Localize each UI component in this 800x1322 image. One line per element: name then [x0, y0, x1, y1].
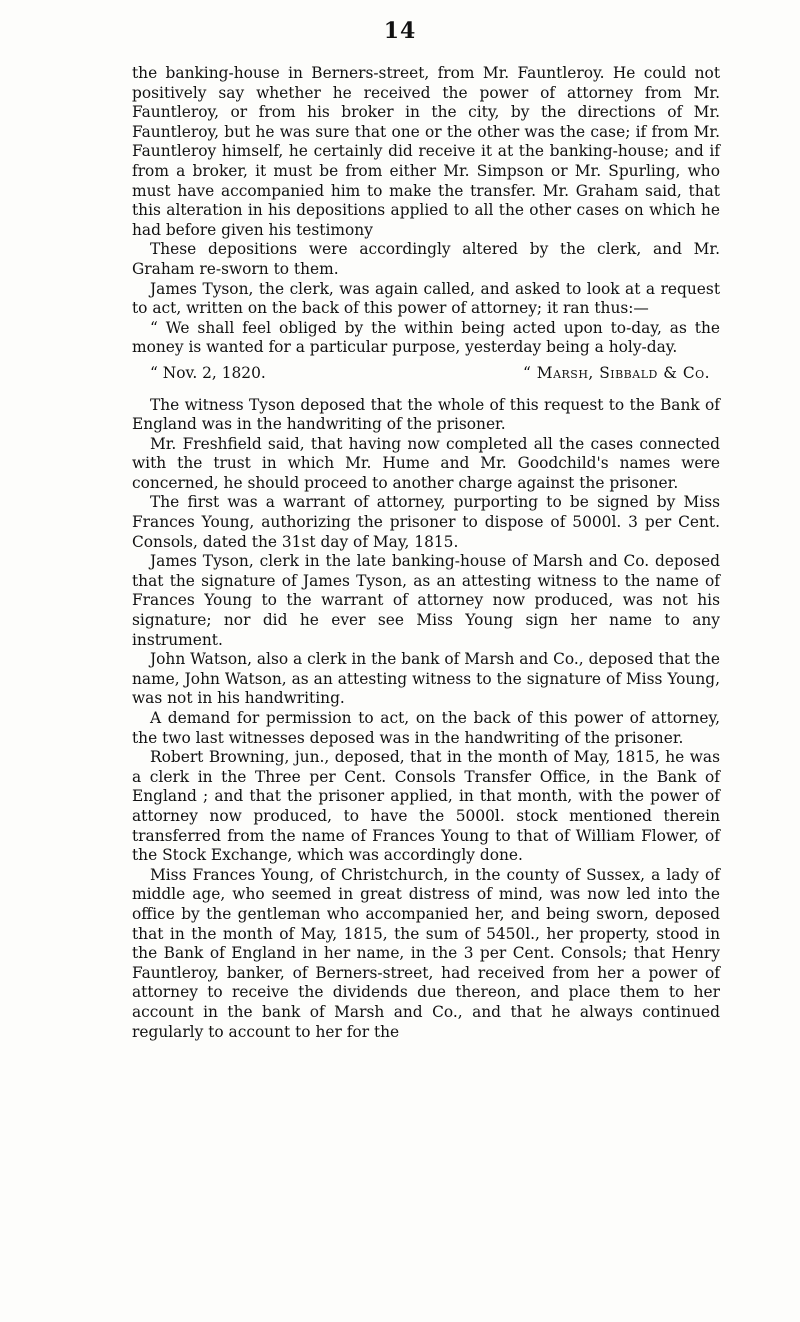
paragraph: John Watson, also a clerk in the bank of Marsh and Co., deposed that the name, John Watson, as an attesting witness to the signature of Miss Young, was not in his handwriting. [132, 650, 720, 708]
paragraph: Miss Frances Young, of Christchurch, in the county of Sussex, a lady of middle age, who seemed in great distress of mind, was now led into the office by the gentleman who accompanied her, and being sworn, deposed that in the month of May, 1815, the sum of 5450l., her property, stood in the Bank of England in her name, in the 3 per Cent. Consols; that Henry Fauntleroy, banker, of Berners-street, had received from her a power of attorney to receive the dividends due thereon, and place them to her account in the bank of Marsh and Co., and that he always continued regularly to account to her for the [132, 865, 720, 1041]
paragraph: The witness Tyson deposed that the whole of this request to the Bank of England was in the handwriting of the prisoner. [132, 395, 720, 434]
paragraph: A demand for permission to act, on the back of this power of attorney, the two last witnesses deposed was in the handwriting of the prisoner. [132, 709, 720, 747]
paragraph: Robert Browning, jun., deposed, that in the month of May, 1815, he was a clerk in the Three per Cent. Consols Transfer Office, in the Bank of England ; and that the prisoner applied, in that month, with the power of attorney now produced, to have the 5000l. stock mentioned therein transferred from the name of Frances Young to that of William Flower, of the Stock Exchange, which was accordingly done. [132, 748, 720, 865]
paragraph: James Tyson, clerk in the late banking-house of Marsh and Co. deposed that the signature of James Tyson, as an attesting witness to the name of Frances Young to the warrant of attorney now produced, was not his signature; nor did he ever see Miss Young sign her name to any instrument. [132, 552, 720, 649]
paragraph: James Tyson, the clerk, was again called, and asked to look at a request to act, written on the back of this power of attorney; it ran thus:— [132, 279, 720, 318]
paragraph: The first was a warrant of attorney, purporting to be signed by Miss Frances Young, authorizing the prisoner to dispose of 5000l. 3 per Cent. Consols, dated the 31st day of May, 1815. [132, 493, 720, 551]
body-text [132, 64, 720, 1042]
letter-date: “ Nov. 2, 1820. [150, 363, 266, 382]
paragraph: These depositions were accordingly altered by the clerk, and Mr. Graham re-sworn to them. [132, 240, 720, 278]
quoted-letter: “ We shall feel obliged by the within being acted upon to-day, as the money is wanted for a particular purpose, yesterday being a holy-day. [132, 318, 720, 357]
paragraph: Mr. Freshfield said, that having now completed all the cases connected with the trust in which Mr. Hume and Mr. Goodchild's names were concerned, he should proceed to another charge against the prisoner. [132, 434, 720, 492]
letter-signature: “ Marsh, Sibbald & Co. [523, 363, 710, 382]
page-number: 14 [383, 18, 417, 44]
letter-dateline [132, 364, 720, 384]
paragraph: the banking-house in Berners-street, from Mr. Fauntleroy. He could not positively say whether he received the power of attorney from Mr. Fauntleroy, or from his broker in the city, by the directions of Mr. Fauntleroy, but he was sure that one or the other was the case; if from Mr. Fauntleroy himself, he certainly did receive it at the banking-house; and if from a broker, it must be from either Mr. Simpson or Mr. Spurling, who must have accompanied him to make the transfer. Mr. Graham said, that this alteration in his depositions applied to all the other cases on which he had before given his testimony [132, 64, 720, 239]
